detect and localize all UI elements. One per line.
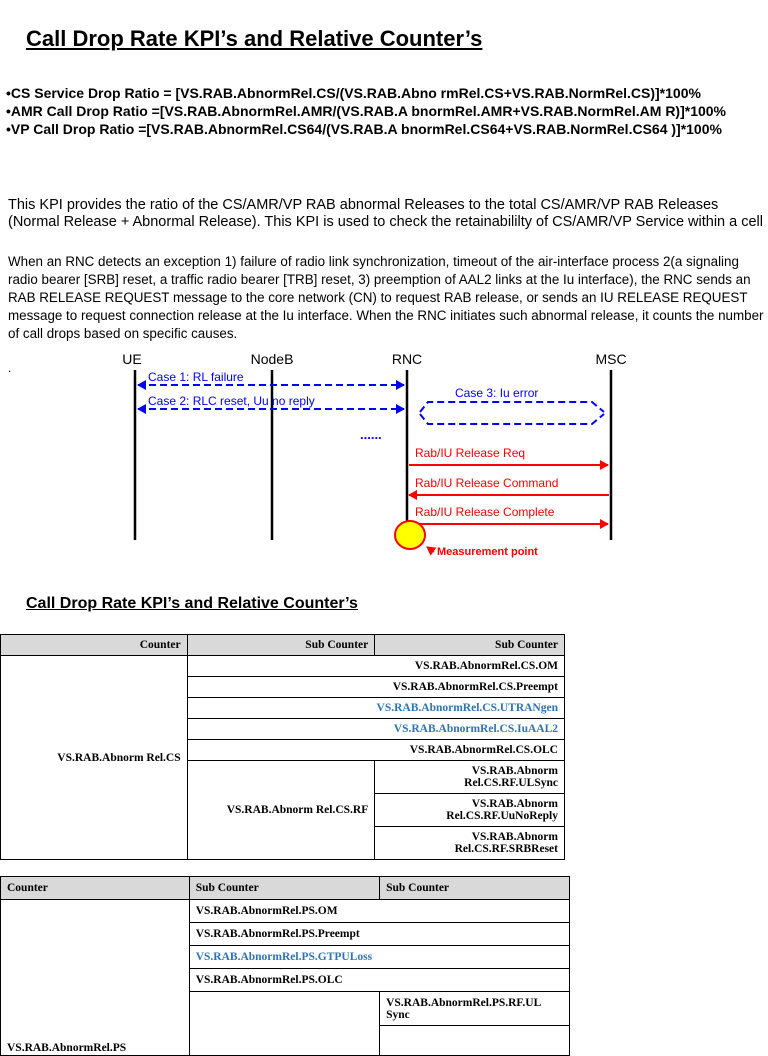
- case3-top: [420, 402, 604, 412]
- node-ue: UE: [122, 351, 142, 367]
- formula-vp: •VP Call Drop Ratio =[VS.RAB.AbnormRel.CS64/(VS.RAB.A bnormRel.CS64+VS.RAB.NormRel.CS64 )]*100%: [6, 121, 722, 137]
- cs-counter-table: [0, 634, 565, 860]
- msg-release-complete: Rab/IU Release Complete: [415, 505, 555, 519]
- cs-sub-preempt: VS.RAB.AbnormRel.CS.Preempt: [187, 677, 564, 698]
- cs-sub-utrangen: VS.RAB.AbnormRel.CS.UTRANgen: [187, 698, 564, 719]
- header-subcounter: Sub Counter: [189, 877, 379, 900]
- ps-rf-ulsync: VS.RAB.AbnormRel.PS.RF.UL Sync: [380, 992, 570, 1026]
- exception-description: When an RNC detects an exception 1) failure of radio link synchronization, timeout of the air-interface process 2(a signaling radio bearer [SRB] reset, a traffic radio bearer [TRB] reset, 3) preemption of AAL2 links at the Iu interface), the RNC sends an RAB RELEASE REQUEST message to the core network (CN) to request RAB release, or sends an IU RELEASE REQUEST message to request connection release at the Iu interface. When the RNC initiates such abnormal release, it counts the number of call drops based on specific causes.: [8, 254, 764, 341]
- header-subcounter: Sub Counter: [187, 635, 375, 656]
- header-counter: Counter: [1, 635, 188, 656]
- cs-counter-cell: VS.RAB.Abnorm Rel.CS: [1, 656, 188, 860]
- measurement-point-marker: [395, 521, 425, 549]
- ps-sub-olc: VS.RAB.AbnormRel.PS.OLC: [189, 969, 569, 992]
- ps-counter-cell: VS.RAB.AbnormRel.PS: [1, 900, 190, 1056]
- formula-cs: •CS Service Drop Ratio = [VS.RAB.AbnormRel.CS/(VS.RAB.Abno rmRel.CS+VS.RAB.NormRel.CS)]*100%: [6, 85, 701, 101]
- ps-counter-table: [0, 876, 570, 1056]
- cs-rf-uunoreply: VS.RAB.Abnorm Rel.CS.RF.UuNoReply: [375, 794, 565, 827]
- node-nodeb: NodeB: [250, 351, 294, 367]
- case2-label: Case 2: RLC reset, Uu no reply: [148, 394, 315, 408]
- msg-release-req: Rab/IU Release Req: [415, 446, 526, 460]
- cs-rf-ulsync: VS.RAB.Abnorm Rel.CS.RF.ULSync: [375, 761, 565, 794]
- header-subcounter-2: Sub Counter: [375, 635, 565, 656]
- cs-sub-om: VS.RAB.AbnormRel.CS.OM: [187, 656, 564, 677]
- measurement-label: Measurement point: [437, 546, 538, 558]
- case3-label: Case 3: Iu error: [455, 386, 539, 400]
- ps-sub-preempt: VS.RAB.AbnormRel.PS.Preempt: [189, 923, 569, 946]
- stray-dot: .: [8, 361, 12, 375]
- case1-label: Case 1: RL failure: [148, 370, 244, 384]
- cs-rf-srbreset: VS.RAB.Abnorm Rel.CS.RF.SRBReset: [375, 827, 565, 860]
- case3-bottom: [420, 414, 604, 424]
- header-subcounter-2: Sub Counter: [380, 877, 570, 900]
- msg-release-command: Rab/IU Release Command: [415, 476, 559, 490]
- cs-sub-iuaal2: VS.RAB.AbnormRel.CS.IuAAL2: [187, 719, 564, 740]
- page-title: Call Drop Rate KPI’s and Relative Counter’s: [26, 26, 483, 51]
- kpi-description: This KPI provides the ratio of the CS/AMR/VP RAB abnormal Releases to the total CS/AMR/VP RAB Releases (Normal Release + Abnormal Release). This KPI is used to check the retainabililty of CS/AMR/VP Service within a cell: [8, 197, 763, 230]
- cs-rf-cell: VS.RAB.Abnorm Rel.CS.RF: [187, 761, 375, 860]
- formula-amr: •AMR Call Drop Ratio =[VS.RAB.AbnormRel.AMR/(VS.RAB.A bnormRel.AMR+VS.RAB.NormRel.AM R)]*100%: [6, 103, 727, 119]
- measurement-pointer: [427, 547, 434, 552]
- section-title: Call Drop Rate KPI’s and Relative Counter’s: [26, 595, 358, 612]
- header-counter: Counter: [1, 877, 190, 900]
- node-msc: MSC: [595, 351, 627, 367]
- cs-sub-olc: VS.RAB.AbnormRel.CS.OLC: [187, 740, 564, 761]
- node-rnc: RNC: [391, 351, 423, 367]
- ps-sub-gtpuloss: VS.RAB.AbnormRel.PS.GTPULoss: [189, 946, 569, 969]
- ps-sub-om: VS.RAB.AbnormRel.PS.OM: [189, 900, 569, 923]
- ps-rf-next: [380, 1026, 570, 1056]
- ellipsis: ......: [360, 427, 382, 442]
